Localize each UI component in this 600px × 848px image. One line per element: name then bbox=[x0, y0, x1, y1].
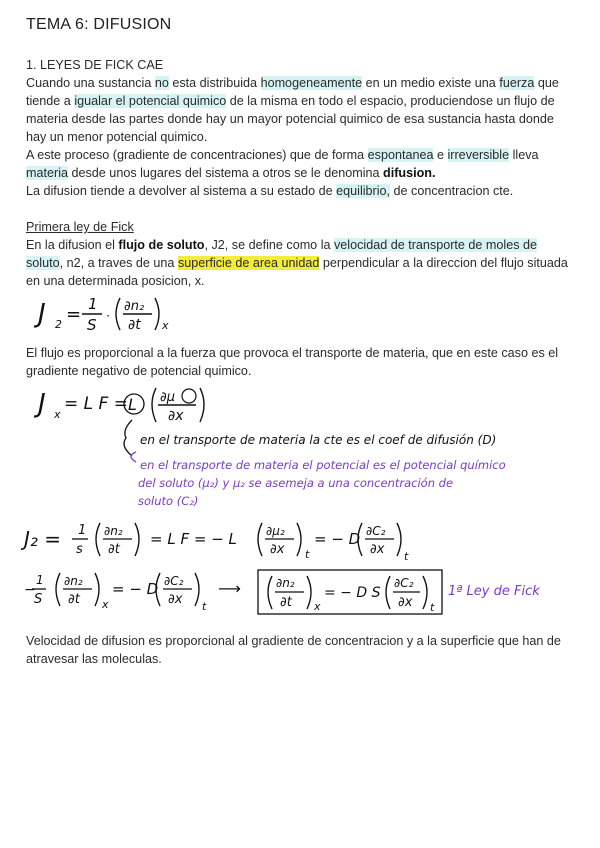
eq-symbol: = L F = − L bbox=[150, 530, 237, 548]
highlight: equilibrio, bbox=[336, 184, 391, 198]
highlight: velocidad de transporte de moles de soluto bbox=[26, 238, 538, 270]
paren-right bbox=[397, 523, 401, 556]
equation-flux-definition bbox=[30, 292, 180, 338]
text-run: , n2, a traves de una bbox=[59, 256, 178, 270]
paren-left bbox=[152, 388, 156, 422]
eq-symbol: J₂ = bbox=[24, 527, 62, 551]
eq-subscript: t bbox=[404, 550, 409, 563]
eq-subscript: t bbox=[305, 548, 310, 561]
eq-symbol: ∂n₂ bbox=[124, 299, 145, 314]
eq-symbol: S bbox=[87, 316, 97, 334]
handwritten-note-purple: del soluto (μ₂) y μ₂ se asemeja a una concentración de bbox=[138, 476, 454, 490]
highlight: espontanea bbox=[367, 148, 434, 162]
eq-subscript: x bbox=[162, 319, 169, 332]
text-run: de la misma en todo el espacio, produciendose un flujo de materia desde las partes donde hay un mayor potencial quimico de esa sustancia hasta donde hay un menor potencial quimico. bbox=[26, 94, 555, 144]
highlight: igualar el potencial quimico bbox=[74, 94, 227, 108]
paragraph-proportional: El flujo es proporcional a la fuerza que provoca el transporte de materia, que en este caso es el gradiente negativo de potencial quimico. bbox=[26, 346, 559, 378]
eq-subscript: t bbox=[202, 600, 207, 613]
bold-term: difusion. bbox=[383, 166, 436, 180]
eq-symbol: ∂x bbox=[270, 542, 285, 557]
text-run: desde unos lugares del sistema a otros se le denomina bbox=[68, 166, 384, 180]
section-heading: 1. LEYES DE FICK CAE bbox=[26, 58, 164, 72]
highlight-yellow: superficie de area unidad bbox=[177, 256, 320, 270]
paren-right bbox=[155, 298, 159, 330]
eq-symbol: ∂n₂ bbox=[104, 524, 123, 538]
eq-symbol: ∂x bbox=[370, 542, 385, 557]
eq-symbol: ∂μ₂ bbox=[266, 524, 285, 538]
eq-symbol: S bbox=[34, 592, 43, 607]
eq-symbol: = − D S bbox=[324, 585, 381, 601]
paren-right bbox=[95, 573, 99, 606]
paren-left bbox=[56, 573, 60, 606]
text-run: A este proceso (gradiente de concentraciones) que de forma bbox=[26, 148, 368, 162]
paren-right bbox=[423, 576, 427, 609]
eq-symbol: ∂x bbox=[168, 408, 184, 424]
eq-symbol: = L F = bbox=[64, 394, 128, 414]
handwritten-note-black: en el transporte de materia la cte es el coef de difusión (D) bbox=[140, 433, 497, 447]
eq-subscript: x bbox=[54, 408, 61, 421]
arrow-symbol: ⟶ bbox=[218, 579, 241, 598]
first-law-label: 1ª Ley de Fick bbox=[448, 584, 540, 599]
eq-symbol: · bbox=[106, 309, 110, 323]
text-run: lleva bbox=[509, 148, 539, 162]
eq-symbol: − bbox=[24, 582, 36, 598]
eq-symbol: ∂C₂ bbox=[366, 524, 386, 538]
eq-symbol: ∂t bbox=[108, 542, 120, 557]
paragraph-intro bbox=[26, 74, 574, 146]
text-run: Cuando una sustancia bbox=[26, 76, 155, 90]
text-run: de concentracion cte. bbox=[390, 184, 514, 198]
eq-symbol: ∂x bbox=[398, 595, 413, 610]
eq-symbol: ∂μ bbox=[160, 390, 175, 405]
eq-symbol: J bbox=[38, 299, 46, 329]
bold-term: flujo de soluto bbox=[118, 238, 205, 252]
text-run: en un medio existe una bbox=[362, 76, 500, 90]
paren-left bbox=[116, 298, 120, 330]
paren-right bbox=[135, 523, 139, 556]
eq-subscript: x bbox=[102, 598, 109, 611]
text-run: e bbox=[433, 148, 448, 162]
eq-symbol: ∂t bbox=[68, 592, 80, 607]
text-run: que tiende a bbox=[26, 76, 559, 108]
eq-symbol: ∂n₂ bbox=[64, 574, 83, 588]
eq-symbol: ∂C₂ bbox=[394, 576, 414, 590]
circled-symbol bbox=[182, 389, 196, 403]
highlight: no bbox=[154, 76, 169, 90]
eq-symbol: ∂t bbox=[128, 317, 141, 333]
handwritten-note-purple: en el transporte de materia el potencial es el potencial químico bbox=[140, 458, 506, 472]
paren-left bbox=[258, 523, 262, 556]
paragraph-process bbox=[26, 146, 574, 182]
eq-subscript: 2 bbox=[55, 318, 62, 331]
text-run: La difusion tiende a devolver al sistema a su estado de bbox=[26, 184, 337, 198]
highlight: homogeneamente bbox=[260, 76, 363, 90]
eq-symbol: 1 bbox=[78, 523, 87, 538]
subsection-heading: Primera ley de Fick bbox=[26, 220, 134, 234]
eq-symbol: 1 bbox=[88, 295, 98, 313]
paren-left bbox=[268, 576, 272, 609]
highlight: materia bbox=[26, 166, 68, 180]
eq-symbol: = bbox=[66, 304, 82, 325]
paren-left bbox=[386, 576, 390, 609]
page-title: TEMA 6: DIFUSION bbox=[26, 16, 172, 33]
paren-right bbox=[297, 523, 301, 556]
paren-right bbox=[307, 576, 311, 609]
equation-flux-chain bbox=[22, 518, 422, 566]
eq-symbol: ∂x bbox=[168, 592, 183, 607]
highlight: irreversible bbox=[447, 148, 510, 162]
text-run: perpendicular a la direccion del flujo situada en una determinada posicion, x. bbox=[26, 256, 568, 288]
text-run: esta distribuida bbox=[168, 76, 261, 90]
eq-symbol: J bbox=[38, 389, 46, 419]
eq-symbol: ∂C₂ bbox=[164, 574, 184, 588]
paren-right bbox=[200, 388, 204, 422]
paragraph-conclusion: Velocidad de difusion es proporcional al gradiente de concentracion y a la superficie que han de atravesar las moleculas. bbox=[26, 634, 561, 666]
eq-subscript: x bbox=[314, 600, 321, 613]
eq-symbol: 1 bbox=[36, 573, 44, 587]
eq-symbol: L bbox=[128, 395, 137, 414]
paragraph-flux-definition bbox=[26, 236, 574, 290]
eq-subscript: t bbox=[430, 601, 435, 614]
arrow-mark bbox=[122, 448, 142, 468]
eq-symbol: ∂t bbox=[280, 595, 292, 610]
eq-symbol: ∂n₂ bbox=[276, 576, 295, 590]
highlight: fuerza bbox=[499, 76, 535, 90]
eq-symbol: = − D bbox=[314, 530, 361, 548]
text-run: , J2, se define como la bbox=[204, 238, 334, 252]
paragraph-equilibrium bbox=[26, 182, 574, 200]
paren-right bbox=[195, 573, 199, 606]
eq-symbol: = − D bbox=[112, 580, 159, 598]
text-run: En la difusion el bbox=[26, 238, 119, 252]
paren-left bbox=[96, 523, 100, 556]
eq-symbol: s bbox=[76, 542, 83, 557]
handwritten-note-purple: soluto (C₂) bbox=[138, 494, 199, 508]
